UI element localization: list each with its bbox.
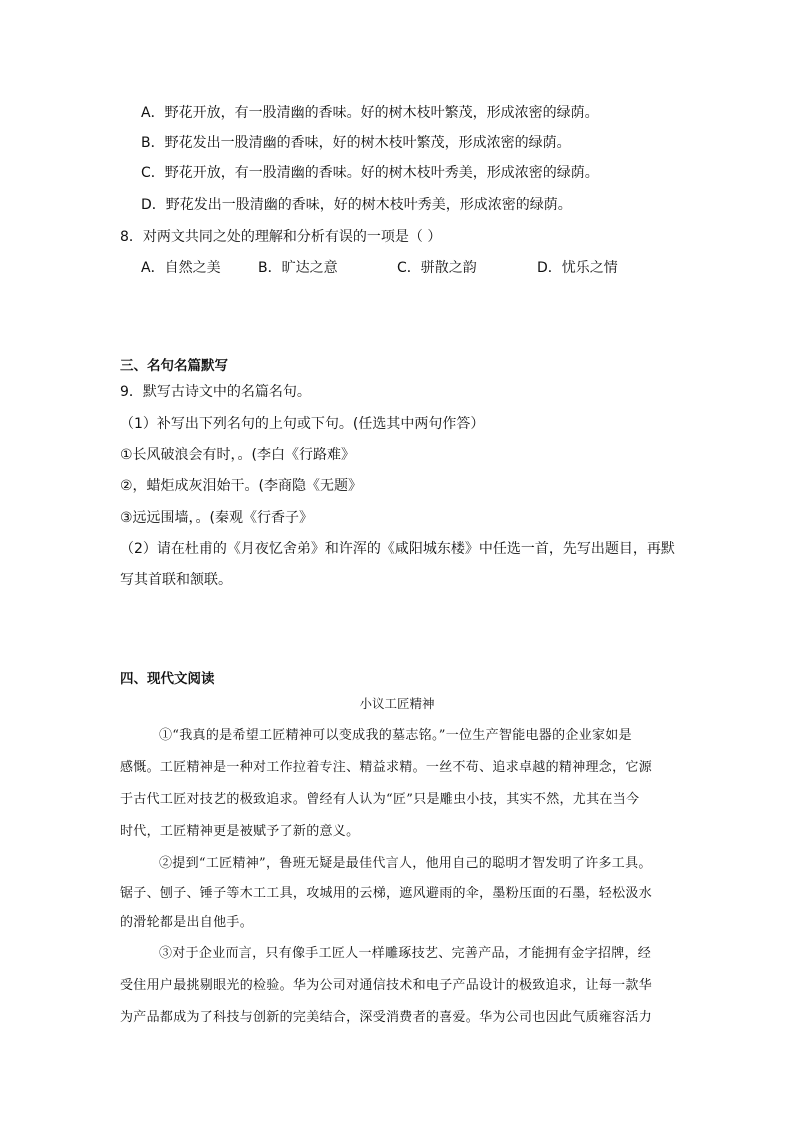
article-p2-line1: ②提到“工匠精神”，鲁班无疑是最佳代言人，他用自己的聪明才智发明了许多工具。 — [159, 856, 652, 871]
article-p2-line2: 锯子、刨子、锤子等木工工具，攻城用的云梯，遮风避雨的伞，墨粉压面的石墨，轻松汲水 — [120, 886, 653, 901]
article-title: 小议工匠精神 — [359, 696, 435, 711]
q9-part2-line1: （2）请在杜甫的《月夜忆舍弟》和许浑的《咸阳城东楼》中任选一首，先写出题目，再默 — [120, 541, 675, 557]
q8-stem: 8．对两文共同之处的理解和分析有误的一项是（ ） — [120, 229, 442, 245]
q9-item-1: ①长风破浪会有时，。(李白《行路难》 — [120, 447, 356, 463]
q8-option-c: C．骈散之韵 — [397, 260, 477, 276]
article-p1-line3: 于古代工匠对技艺的极致追求。曾经有人认为“匠”只是雕虫小技，其实不然，尤其在当今 — [120, 792, 640, 807]
article-p1-line4: 时代，工匠精神更是被赋予了新的意义。 — [120, 824, 360, 839]
q9-item-2: ②，蜡炬成灰泪始干。(李商隐《无题》 — [120, 478, 363, 494]
article-p3-line1: ③对于企业而言，只有像手工匠人一样雕琢技艺、完善产品，才能拥有金字招牌，经 — [159, 946, 652, 961]
article-p3-line3: 为产品都成为了科技与创新的完美结合，深受消费者的喜爱。华为公司也因此气质雍容活力 — [120, 1010, 653, 1025]
article-p1-line1: ①“我真的是希望工匠精神可以变成我的墓志铭。”一位生产智能电器的企业家如是 — [159, 728, 632, 743]
q8-option-a: A．自然之美 — [141, 260, 221, 276]
article-p1-line2: 感慨。工匠精神是一种对工作拉着专注、精益求精。一丝不苟、追求卓越的精神理念，它源 — [120, 760, 653, 775]
q7-option-b: B．野花发出一股清幽的香味，好的树木枝叶繁茂，形成浓密的绿荫。 — [141, 135, 571, 151]
q7-option-d: D．野花发出一股清幽的香味，好的树木枝叶秀美，形成浓密的绿荫。 — [141, 197, 572, 213]
q9-part2-line2: 写其首联和颔联。 — [120, 572, 232, 588]
section4-heading: 四、现代文阅读 — [120, 671, 215, 687]
section3-heading: 三、名句名篇默写 — [120, 358, 228, 374]
q8-option-b: B．旷达之意 — [258, 260, 338, 276]
q8-option-d: D．忧乐之情 — [537, 260, 618, 276]
q7-option-a: A．野花开放，有一股清幽的香味。好的树木枝叶繁茂，形成浓密的绿荫。 — [141, 105, 599, 121]
q9-part1: （1）补写出下列名句的上句或下句。(任选其中两句作答） — [120, 416, 485, 432]
q9-item-3: ③远远围墙，。(秦观《行香子》 — [120, 510, 314, 526]
article-p3-line2: 受住用户最挑剔眼光的检验。华为公司对通信技术和电子产品设计的极致追求，让每一款华 — [120, 978, 653, 993]
q7-option-c: C．野花开放，有一股清幽的香味。好的树木枝叶秀美，形成浓密的绿荫。 — [141, 165, 599, 181]
article-p2-line3: 的滑轮都是出自他手。 — [120, 915, 254, 930]
q9-stem: 9．默写古诗文中的名篇名句。 — [120, 384, 311, 400]
